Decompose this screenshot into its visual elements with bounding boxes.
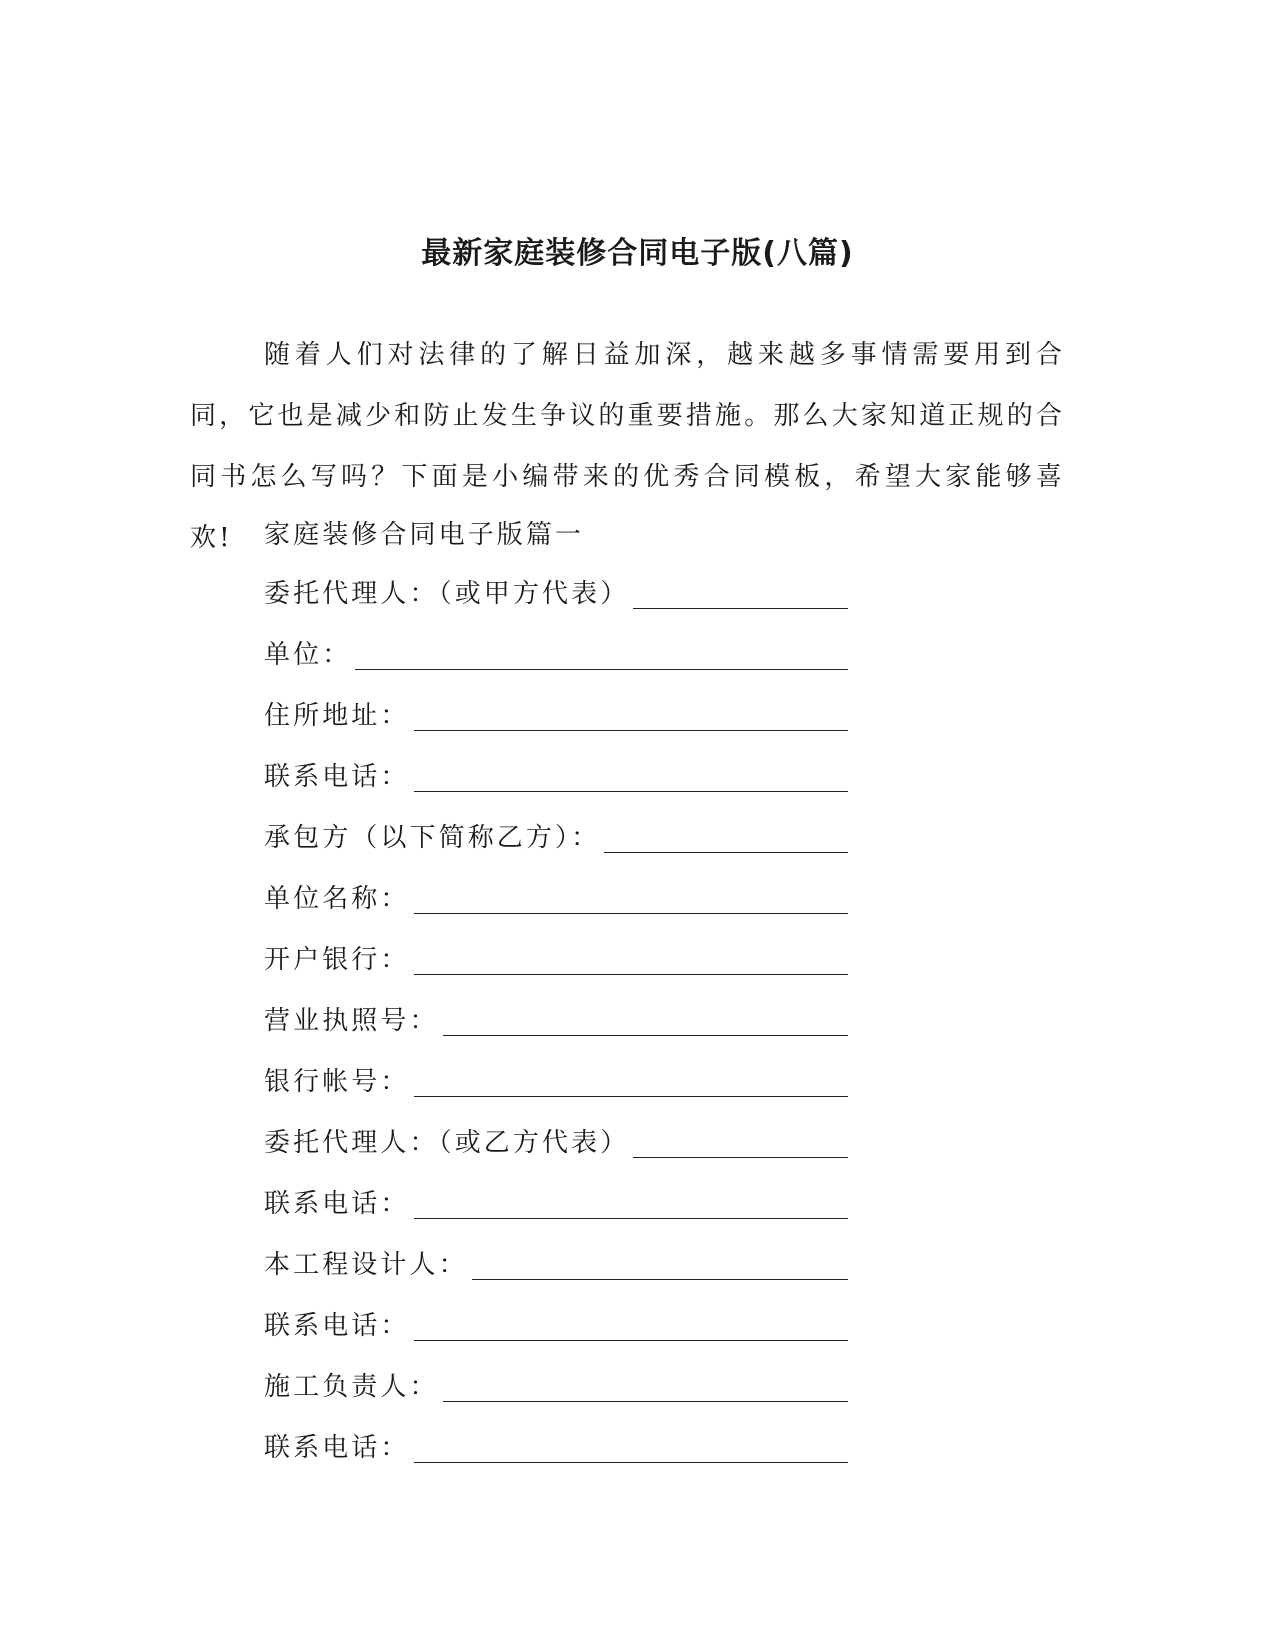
contract-fields: [264, 576, 848, 1491]
form-field-row: [264, 1430, 848, 1466]
field-label: 开户银行：: [264, 945, 410, 975]
fill-in-blank-line[interactable]: [633, 1127, 848, 1158]
field-label: 银行帐号：: [264, 1067, 410, 1097]
fill-in-blank-line[interactable]: [633, 578, 848, 609]
field-label: 委托代理人：（或乙方代表）: [264, 1128, 630, 1158]
section-heading: 家庭装修合同电子版篇一: [264, 520, 585, 550]
form-field-row: [264, 1247, 848, 1283]
fill-in-blank-line[interactable]: [414, 1432, 848, 1463]
fill-in-blank-line[interactable]: [443, 1371, 848, 1402]
document-title: 最新家庭装修合同电子版(八篇): [421, 236, 854, 272]
form-field-row: [264, 1308, 848, 1344]
field-label: 委托代理人：（或甲方代表）: [264, 579, 630, 609]
form-field-row: [264, 942, 848, 978]
form-field-row: [264, 576, 848, 612]
field-label: 本工程设计人：: [264, 1250, 468, 1280]
form-field-row: [264, 1003, 848, 1039]
form-field-row: [264, 637, 848, 673]
field-label: 承包方（以下简称乙方）：: [264, 823, 601, 853]
fill-in-blank-line[interactable]: [443, 1005, 848, 1036]
field-label: 联系电话：: [264, 762, 410, 792]
form-field-row: [264, 1125, 848, 1161]
fill-in-blank-line[interactable]: [355, 639, 848, 670]
form-field-row: [264, 1064, 848, 1100]
form-field-row: [264, 881, 848, 917]
form-field-row: [264, 759, 848, 795]
field-label: 住所地址：: [264, 701, 410, 731]
fill-in-blank-line[interactable]: [414, 1310, 848, 1341]
fill-in-blank-line[interactable]: [414, 1188, 848, 1219]
form-field-row: [264, 820, 848, 856]
fill-in-blank-line[interactable]: [414, 700, 848, 731]
field-label: 联系电话：: [264, 1311, 410, 1341]
field-label: 施工负责人：: [264, 1372, 439, 1402]
field-label: 联系电话：: [264, 1433, 410, 1463]
field-label: 联系电话：: [264, 1189, 410, 1219]
fill-in-blank-line[interactable]: [414, 883, 848, 914]
fill-in-blank-line[interactable]: [414, 761, 848, 792]
field-label: 营业执照号：: [264, 1006, 439, 1036]
intro-paragraph: 随着人们对法律的了解日益加深，越来越多事情需要用到合同，它也是减少和防止发生争议的重要措施。那么大家知道正规的合同书怎么写吗？下面是小编带来的优秀合同模板，希望大家能够喜欢!: [190, 340, 1065, 553]
fill-in-blank-line[interactable]: [414, 1066, 848, 1097]
fill-in-blank-line[interactable]: [414, 944, 848, 975]
field-label: 单位名称：: [264, 884, 410, 914]
fill-in-blank-line[interactable]: [472, 1249, 848, 1280]
form-field-row: [264, 1369, 848, 1405]
form-field-row: [264, 1186, 848, 1222]
field-label: 单位：: [264, 640, 352, 670]
fill-in-blank-line[interactable]: [604, 822, 848, 853]
form-field-row: [264, 698, 848, 734]
